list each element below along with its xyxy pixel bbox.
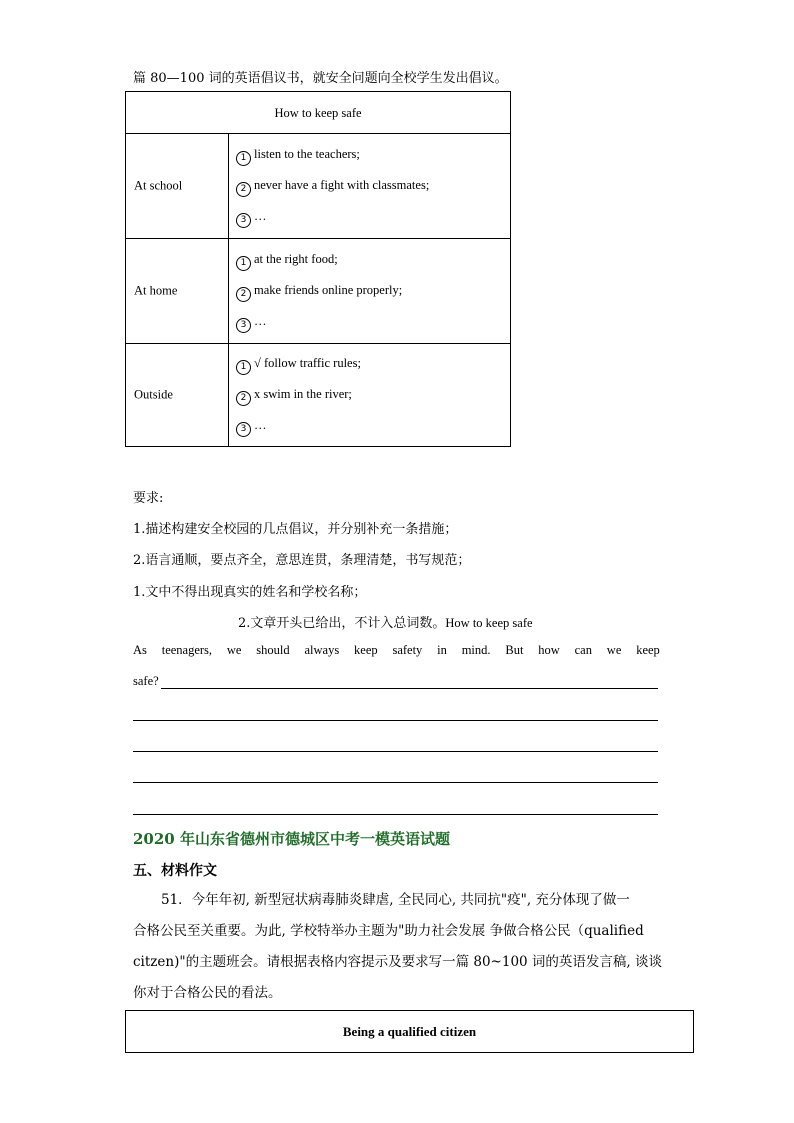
- requirement-item: 2.语言通顺，要点齐全，意思连贯，条理清楚，书写规范；: [133, 553, 471, 568]
- writing-line[interactable]: [133, 814, 658, 815]
- writing-line[interactable]: [133, 782, 658, 783]
- row-category: Outside: [126, 344, 229, 446]
- table-row: [126, 134, 510, 239]
- table-row: [126, 344, 510, 446]
- requirement-item: 1.文中不得出现真实的姓名和学校名称；: [133, 585, 367, 600]
- list-item: 1 at the right food;: [236, 252, 338, 271]
- list-item: 2 never have a fight with classmates;: [236, 178, 429, 197]
- citizen-table-title: Being a qualified citizen: [125, 1010, 694, 1053]
- requirement-item: 1.描述构建安全校园的几点倡议，并分别补充一条措施；: [133, 522, 458, 537]
- exam-title: 2020 年山东省德州市德城区中考一模英语试题: [133, 830, 450, 848]
- list-item: 2 x swim in the river;: [236, 387, 352, 406]
- writing-line[interactable]: [133, 751, 658, 752]
- row-category: At school: [126, 134, 229, 238]
- requirement-item: 2.文章开头已给出，不计入总词数。How to keep safe: [238, 616, 533, 631]
- requirement-title-en: How to keep safe: [445, 616, 533, 630]
- opening-line: As teenagers, we should always keep safety in mind. But how can we keep: [133, 643, 660, 657]
- writing-line[interactable]: [161, 688, 658, 689]
- safety-table: [125, 91, 511, 447]
- table-row: [126, 239, 510, 344]
- intro-text: 篇 80—100 词的英语倡议书，就安全问题向全校学生发出倡议。: [133, 71, 508, 86]
- opening-line-2: safe?: [133, 674, 159, 688]
- row-category: At home: [126, 239, 229, 343]
- list-item: 1 √ follow traffic rules;: [236, 356, 361, 375]
- list-item: 2 make friends online properly;: [236, 283, 402, 302]
- table-title: How to keep safe: [126, 92, 510, 134]
- section-heading: 五、材料作文: [133, 863, 217, 879]
- list-item: 3 …: [236, 314, 267, 333]
- list-item: 1 listen to the teachers;: [236, 147, 360, 166]
- requirements-heading: 要求:: [133, 491, 164, 506]
- list-item: 3 …: [236, 209, 267, 228]
- list-item: 3 …: [236, 418, 267, 437]
- question-paragraph: 51．今年年初, 新型冠状病毒肺炎肆虐, 全民同心, 共同抗"疫", 充分体现了做一 合格公民至关重要。为此, 学校特举办主题为"助力社会发展 争做合格公民（qualified citzen)"的主题班会。请根据表格内容提示及要求写一篇 80~100 词的英语发言稿, 谈谈 你对于合格公民的看法。: [133, 892, 662, 1001]
- writing-line[interactable]: [133, 720, 658, 721]
